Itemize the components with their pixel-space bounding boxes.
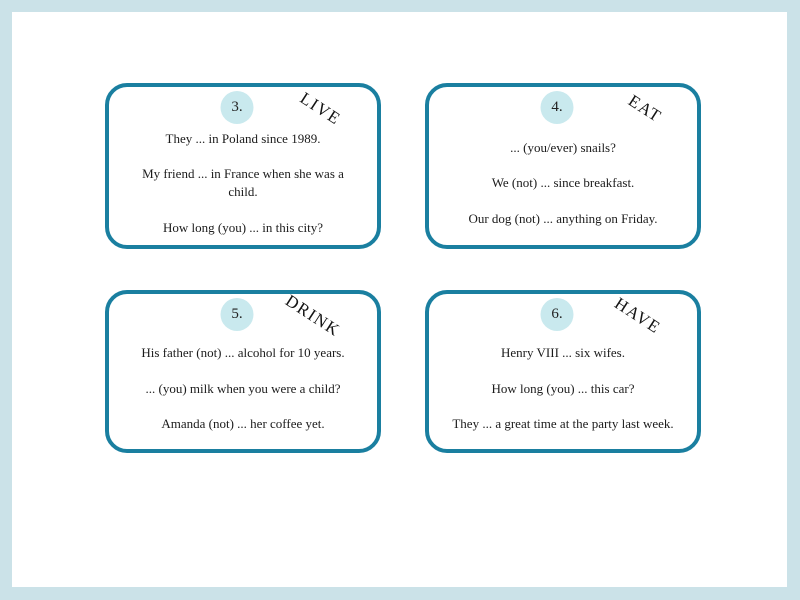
card-number-badge [221, 91, 254, 124]
task-card-5 [105, 290, 381, 453]
task-card-4 [425, 83, 701, 249]
card-verb-label: HAVE [611, 293, 665, 338]
card-number: 5. [231, 306, 243, 322]
sentence: Amanda (not) ... her coffee yet. [161, 416, 325, 432]
sentence: How long (you) ... this car? [491, 380, 635, 396]
sentence: His father (not) ... alcohol for 10 years. [141, 345, 345, 361]
card-verb-label: EAT [625, 90, 666, 127]
sentence: ... (you) milk when you were a child? [145, 380, 341, 396]
task-card-3 [105, 83, 381, 249]
sentence: They ... in Poland since 1989. [165, 130, 321, 146]
card-sentences [118, 129, 368, 237]
card-sentences [118, 336, 368, 441]
task-card-6 [425, 290, 701, 453]
sentence: Our dog (not) ... anything on Friday. [468, 210, 658, 226]
card-sentences [438, 129, 688, 237]
sentence: They ... a great time at the party last week. [452, 416, 674, 432]
sentence: ... (you/ever) snails? [510, 139, 616, 155]
card-verb-label: DRINK [281, 290, 344, 341]
card-number-badge [541, 91, 574, 124]
card-verb-label: LIVE [296, 88, 345, 129]
card-number: 6. [551, 306, 563, 322]
sentence: We (not) ... since breakfast. [491, 175, 635, 191]
card-sentences [438, 336, 688, 441]
sentence: Henry VIII ... six wifes. [501, 345, 625, 361]
card-number-badge [221, 298, 254, 331]
card-number-badge [541, 298, 574, 331]
card-number: 3. [231, 99, 243, 115]
sentence: How long (you) ... in this city? [163, 219, 323, 235]
sentence: My friend ... in France when she was a child. [142, 166, 344, 199]
card-number: 4. [551, 99, 563, 115]
